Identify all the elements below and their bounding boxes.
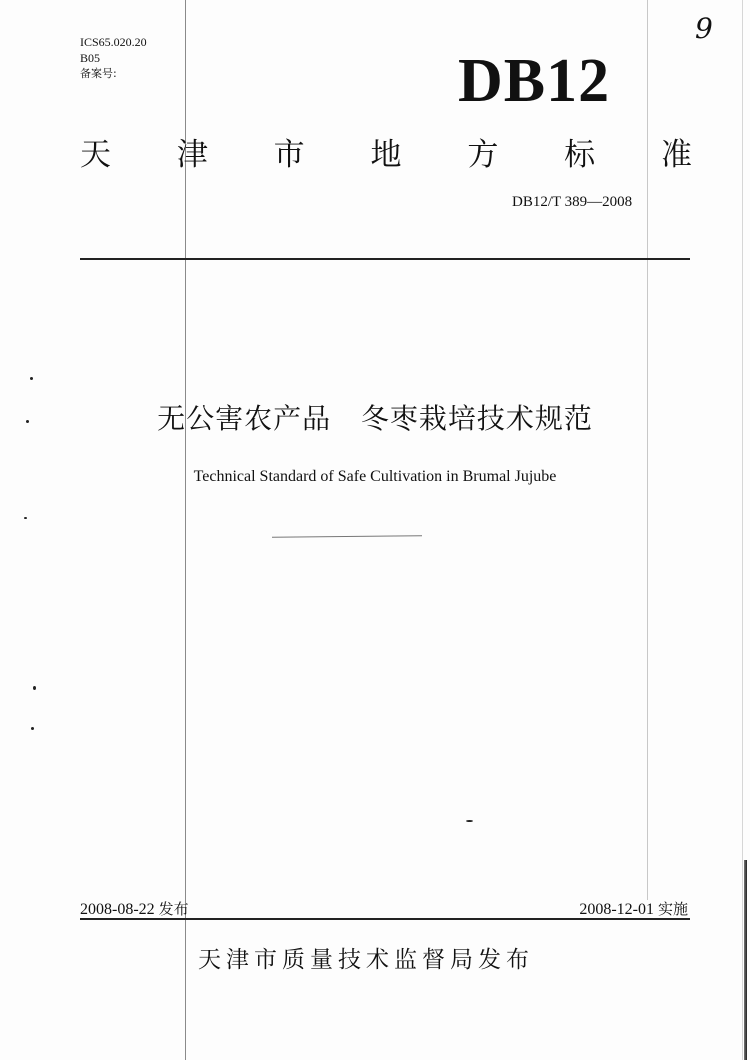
scan-speck (466, 820, 473, 822)
standard-code: DB12 (458, 47, 611, 115)
header-rule (80, 258, 690, 260)
issue-date-value: 2008-08-22 (80, 901, 155, 918)
scan-speck (33, 686, 36, 690)
title-char: 天 (80, 137, 111, 173)
handwritten-page-mark: 9 (695, 12, 713, 45)
scan-page-edge (744, 860, 747, 1060)
ics-code: ICS65.020.20 (80, 35, 147, 49)
title-char: 方 (467, 137, 499, 173)
implementation-date-value: 2008-12-01 (579, 901, 654, 918)
document-title-en: Technical Standard of Safe Cultivation in Brumal Jujube (193, 468, 557, 485)
title-char: 津 (176, 137, 208, 173)
title-char: 准 (660, 137, 692, 173)
title-char: 标 (564, 137, 596, 173)
standard-number: DB12/T 389—2008 (512, 194, 633, 210)
scan-faint-line (272, 535, 422, 538)
scan-speck (31, 727, 34, 730)
title-char: 地 (370, 137, 402, 173)
issue-date (80, 898, 189, 919)
title-char: 市 (273, 137, 305, 173)
standard-type-title (80, 135, 692, 175)
scan-speck (30, 377, 33, 380)
publisher: 天津市质量技术监督局发布 (198, 947, 534, 973)
footer-rule (80, 918, 690, 920)
issue-date-label: 发布 (158, 900, 189, 918)
class-code: B05 (80, 51, 101, 65)
scan-edge-line (742, 0, 743, 1060)
record-number-label: 备案号: (80, 67, 117, 80)
document-title-cn: 无公害农产品 冬枣栽培技术规范 (157, 402, 593, 435)
scan-speck (24, 517, 27, 519)
classification-block (80, 34, 147, 82)
implementation-date-label: 实施 (657, 900, 688, 918)
implementation-date (579, 898, 688, 919)
